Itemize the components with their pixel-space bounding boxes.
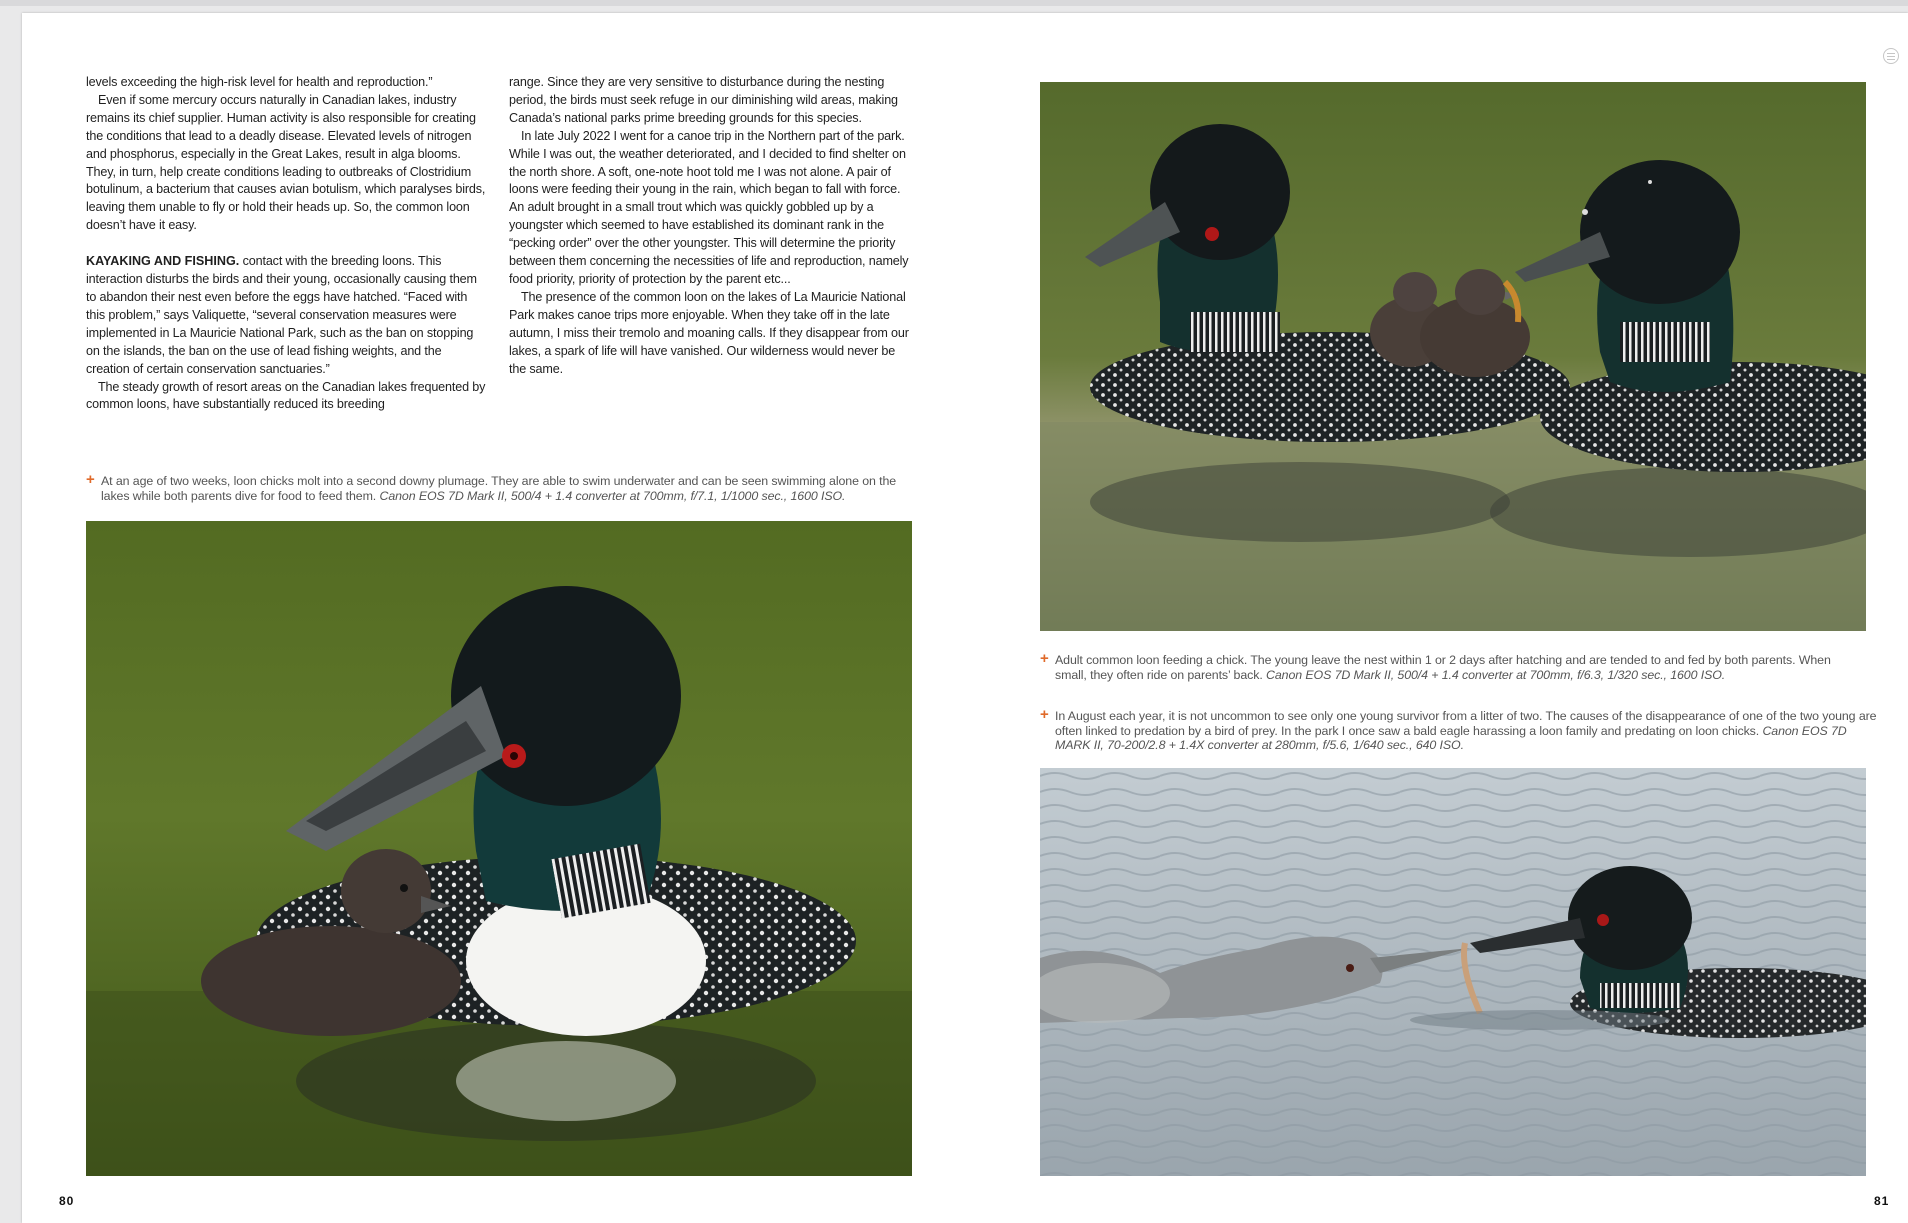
viewer-top-bar xyxy=(0,0,1908,6)
paragraph: The presence of the common loon on the lakes of La Mauricie National Park makes canoe trips more enjoyable. When they take off in the late autumn, I miss their tremolo and moaning calls. If they disappear from our lakes, a spark of life will have vanished. Our wilderness would never be the same. xyxy=(509,289,909,376)
photo-caption-right-1 xyxy=(1040,650,1845,682)
paragraph: Even if some mercury occurs naturally in Canadian lakes, industry remains its chief supplier. Human activity is also responsible for creating the conditions that lead to a deadly disease. Elevated levels of nitrogen and phosphorus, especially in the Great Lakes, result in alga blooms. They, in turn, help create conditions leading to outbreaks of Clostridium botulinum, a bacterium that causes avian botulism, which paralyses birds, leaving them unable to fly or hold their heads up. So, the common loon doesn’t have it easy. xyxy=(86,92,486,233)
kicker-text: contact with the breeding loons. This interaction disturbs the birds and their young, occasionally causing them to abandon their nest even before the eggs have hatched. “Faced with this problem,” says Valiquette, “several conservation measures were implemented in La Mauricie National Park, such as the ban on stopping on the islands, the ban on the use of lead fishing weights, and the creation of certain conservation sanctuaries.” xyxy=(86,254,477,376)
caption-text: In August each year, it is not uncommon to see only one young survivor from a litter of two. The causes of the disappearance of one of the two young are often linked to predation by a bird of prey. In the park I once saw a bald eagle harassing a loon family and predating on loon chicks. xyxy=(1055,709,1877,738)
photo-caption-right-2 xyxy=(1040,706,1881,753)
paragraph: The steady growth of resort areas on the Canadian lakes frequented by common loons, have substantially reduced its breeding xyxy=(86,379,486,412)
photo-caption-left xyxy=(86,471,927,503)
plus-icon: + xyxy=(1040,650,1049,667)
loon-juvenile-fish-photo xyxy=(1040,768,1866,1176)
camera-info: Canon EOS 7D Mark II, 500/4 + 1.4 converter at 700mm, f/7.1, 1/1000 sec., 1600 ISO. xyxy=(379,488,846,503)
paragraph: range. Since they are very sensitive to disturbance during the nesting period, the birds must seek refuge in our diminishing wild areas, making Canada’s national parks prime breeding grounds for this species. xyxy=(509,75,898,125)
caption-text: At an age of two weeks, loon chicks molt into a second downy plumage. They are able to swim underwater and can be seen swimming alone on the lakes while both parents dive for food to feed them. xyxy=(101,474,897,503)
article-column-1 xyxy=(86,74,488,414)
paragraph-kayaking xyxy=(86,253,488,378)
page-number-right: 81 xyxy=(1874,1194,1890,1208)
paragraph: levels exceeding the high-risk level for health and reproduction.” xyxy=(86,75,433,89)
notes-icon[interactable] xyxy=(1883,48,1899,64)
magazine-spread xyxy=(22,13,1908,1223)
camera-info: Canon EOS 7D MARK II, 70-200/2.8 + 1.4X converter at 280mm, f/5.6, 1/640 sec., 640 ISO. xyxy=(1055,723,1847,753)
plus-icon: + xyxy=(1040,706,1049,723)
article-column-2 xyxy=(509,74,911,378)
loon-with-chick-photo xyxy=(86,521,912,1176)
camera-info: Canon EOS 7D Mark II, 500/4 + 1.4 converter at 700mm, f/6.3, 1/320 sec., 1600 ISO. xyxy=(1266,667,1726,682)
plus-icon: + xyxy=(86,471,95,488)
caption-text: Adult common loon feeding a chick. The young leave the nest within 1 or 2 days after hatching and are tended to and fed by both parents. When small, they often ride on parents’ back. xyxy=(1055,653,1831,682)
paragraph: In late July 2022 I went for a canoe trip in the Northern part of the park. While I was out, the weather deteriorated, and I decided to find shelter on the north shore. A soft, one-note hoot told me I was not alone. A pair of loons were feeding their young in the rain, which began to fall with force. An adult brought in a small trout which was quickly gobbled up by a youngster which seemed to have established its dominant rank in the “pecking order” over the other youngster. This will determine the priority between them concerning the necessities of life and reproduction, namely food priority, priority of protection by the parent etc... xyxy=(509,128,909,286)
section-kicker: KAYAKING AND FISHING. xyxy=(86,254,240,269)
page-number-left: 80 xyxy=(59,1194,75,1208)
loon-feeding-chick-photo xyxy=(1040,82,1866,631)
